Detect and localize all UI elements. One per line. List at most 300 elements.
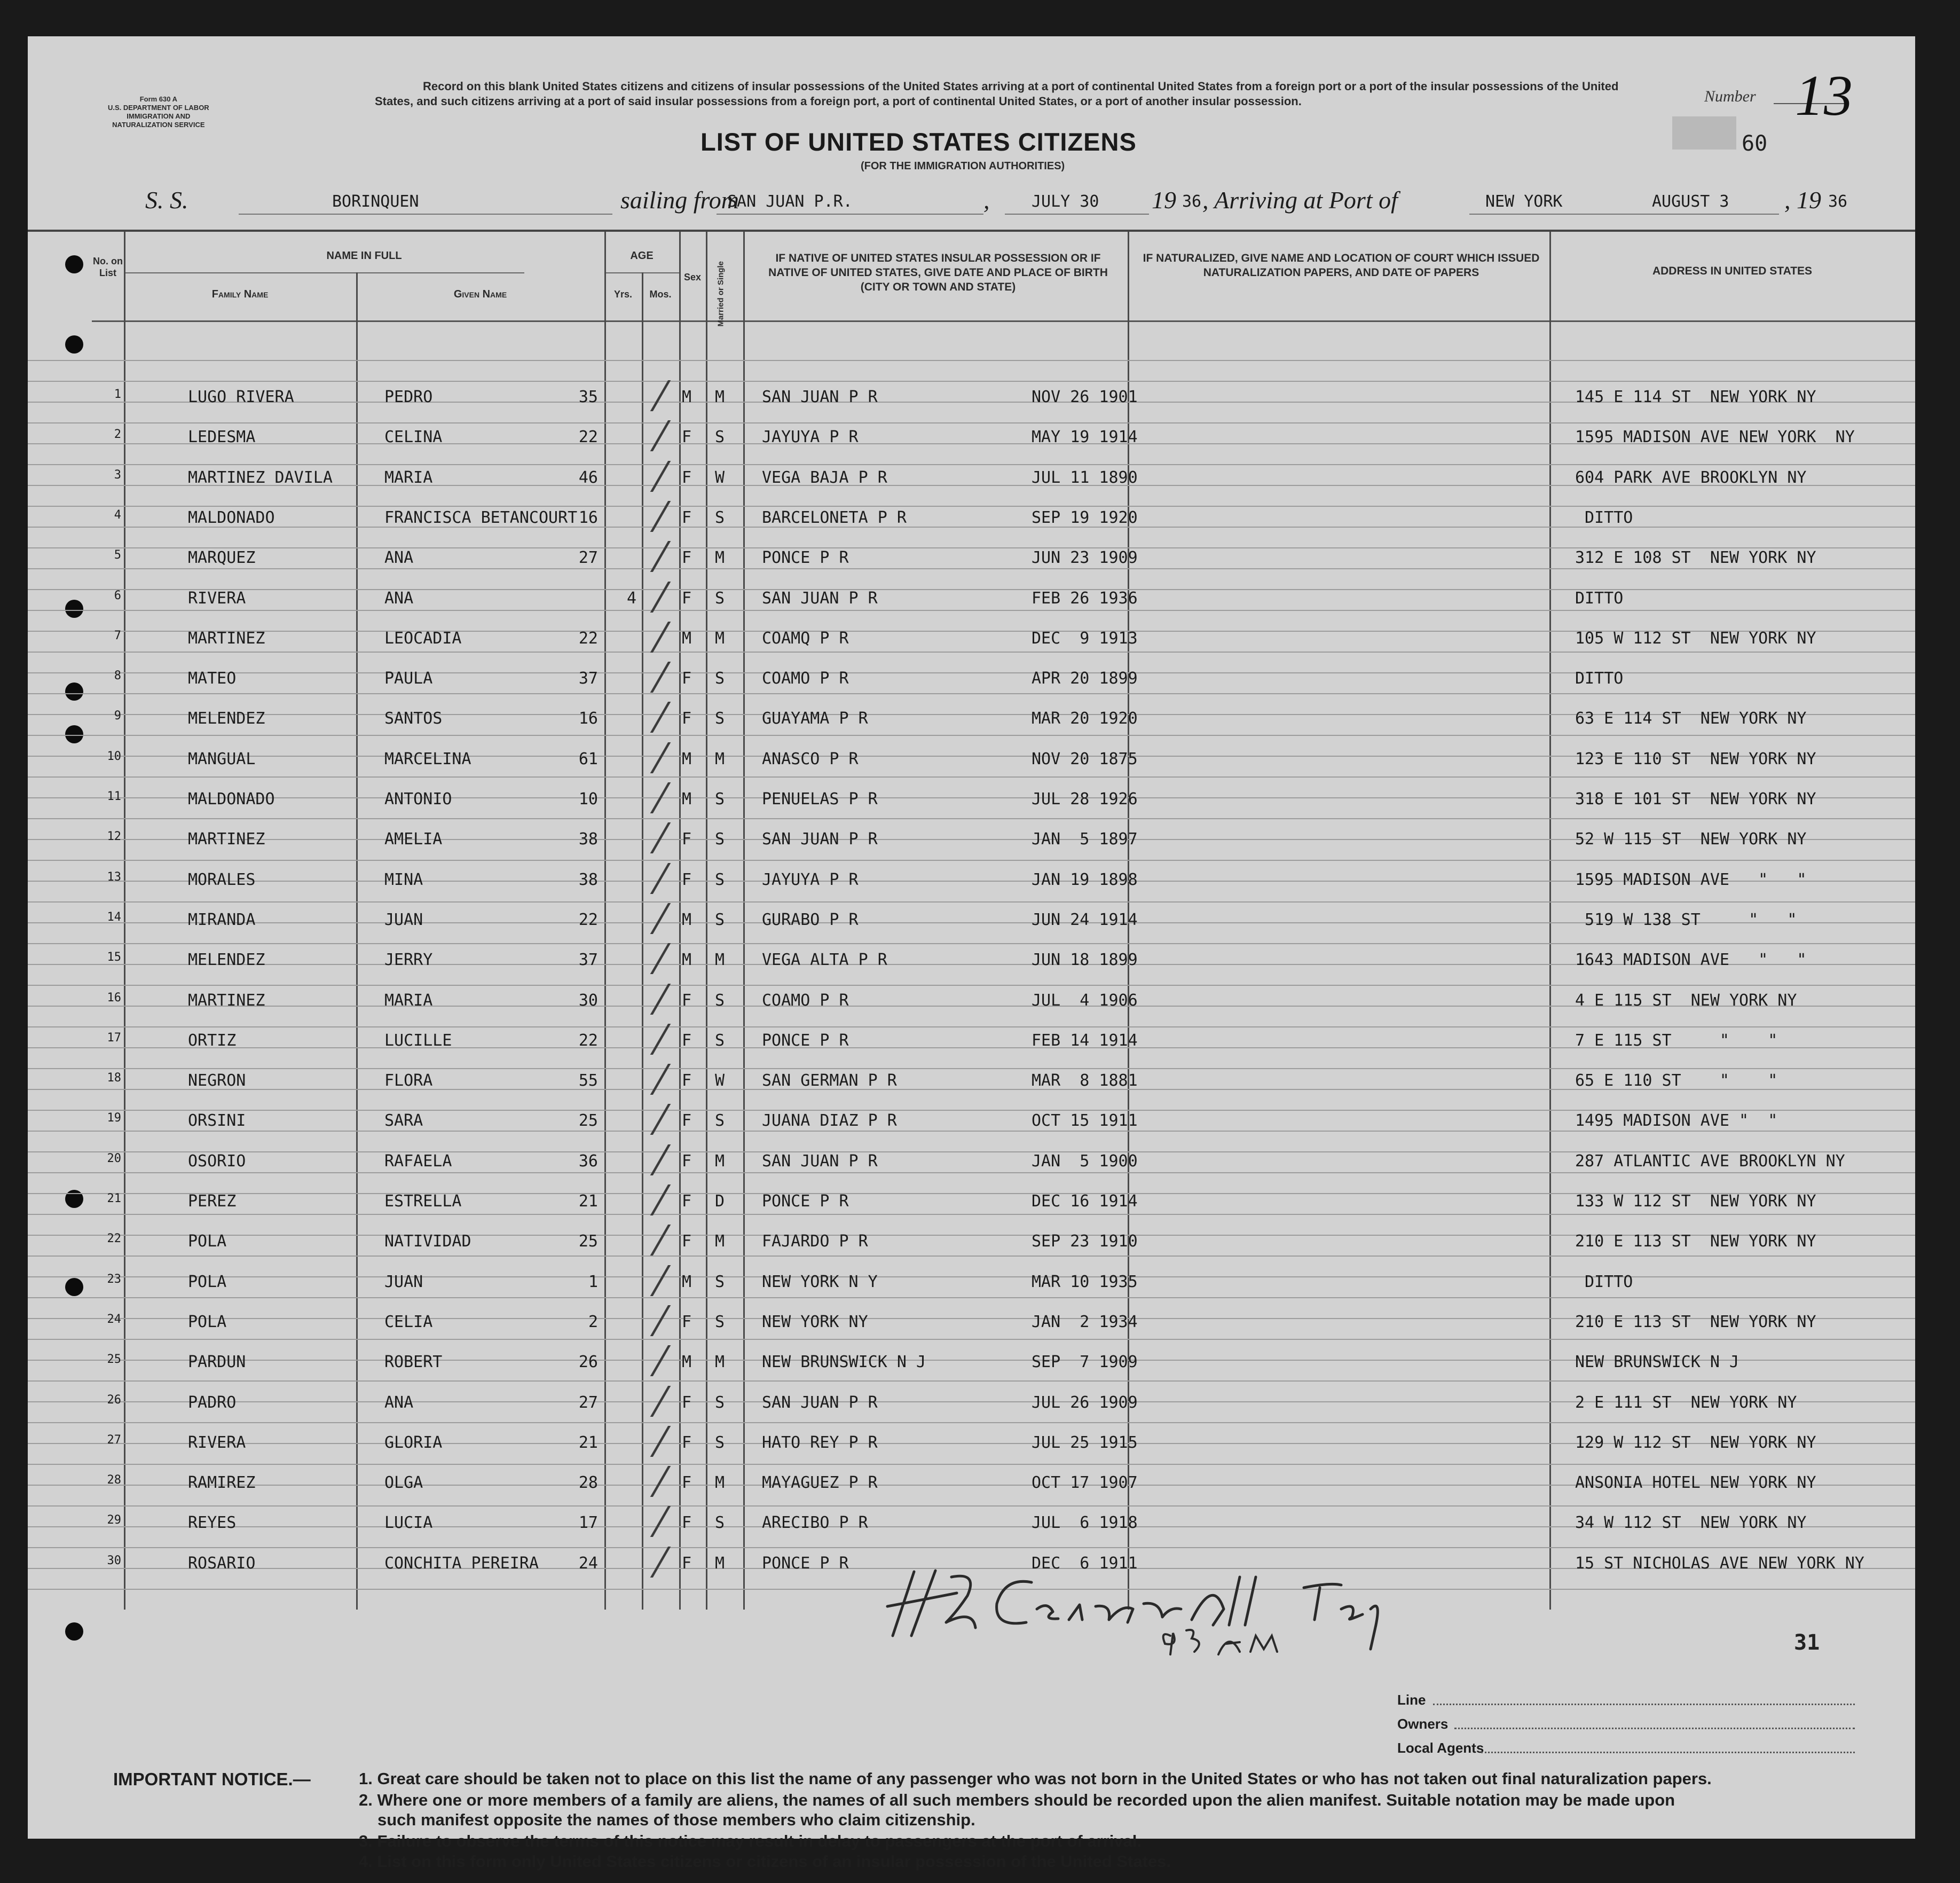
service-line-1: IMMIGRATION AND xyxy=(127,112,191,120)
given-name: FLORA xyxy=(384,1071,433,1090)
birth-place: SAN JUAN P R xyxy=(762,388,878,406)
table-row xyxy=(28,388,1915,426)
arrival-date: AUGUST 3 xyxy=(1652,192,1729,211)
ditto-slash xyxy=(642,1144,679,1175)
ditto-slash xyxy=(642,541,679,572)
table-row xyxy=(28,1111,1915,1150)
table-row xyxy=(28,1232,1915,1270)
family-name: MARQUEZ xyxy=(188,548,256,568)
us-address: DITTO xyxy=(1575,589,1624,608)
given-name: FRANCISCA BETANCOURT xyxy=(384,508,578,527)
given-name: SANTOS xyxy=(384,709,443,728)
row-number: 8 xyxy=(114,669,121,683)
sailing-label: sailing from xyxy=(620,186,739,214)
row-number: 25 xyxy=(107,1353,121,1367)
row-number: 22 xyxy=(107,1232,121,1246)
us-address: 2 E 111 ST NEW YORK NY xyxy=(1575,1393,1797,1412)
owners-label: Owners xyxy=(1397,1716,1449,1732)
family-name: NEGRON xyxy=(188,1071,246,1090)
table-row xyxy=(28,548,1915,587)
table-row xyxy=(28,1071,1915,1110)
birth-place: PONCE P R xyxy=(762,1192,849,1211)
us-address: 1643 MADISON AVE " " xyxy=(1575,951,1807,970)
table-row xyxy=(28,991,1915,1030)
birth-place: SAN GERMAN P R xyxy=(762,1071,897,1090)
birth-date: MAY 19 1914 xyxy=(1032,428,1138,447)
birth-place: NEW YORK NY xyxy=(762,1312,868,1331)
sex: F xyxy=(682,1554,692,1573)
birth-place: SAN JUAN P R xyxy=(762,1393,878,1412)
ditto-slash xyxy=(642,863,679,894)
marital-status: M xyxy=(715,951,725,970)
us-address: 34 W 112 ST NEW YORK NY xyxy=(1575,1513,1807,1533)
marital-status: W xyxy=(715,468,725,487)
given-name: ANTONIO xyxy=(384,790,452,809)
stamp-smudge xyxy=(1672,116,1736,150)
us-address: DITTO xyxy=(1575,508,1633,527)
birth-place: VEGA ALTA P R xyxy=(762,951,887,970)
birth-place: VEGA BAJA P R xyxy=(762,468,887,487)
birth-place: BARCELONETA P R xyxy=(762,508,907,527)
age-years: 26 xyxy=(578,1353,598,1372)
header-married: Married or Single xyxy=(716,261,726,327)
table-row xyxy=(28,1433,1915,1472)
form-number: Form 630 A xyxy=(139,95,178,103)
ditto-slash xyxy=(642,1024,679,1055)
comma: , xyxy=(983,186,990,214)
sex: F xyxy=(682,1473,692,1493)
birth-place: COAMO P R xyxy=(762,669,849,688)
arrival-date-underline xyxy=(1630,214,1779,215)
us-address: 15 ST NICHOLAS AVE NEW YORK NY xyxy=(1575,1554,1864,1573)
birth-place: COAMO P R xyxy=(762,991,849,1010)
birth-place: FAJARDO P R xyxy=(762,1232,868,1251)
us-address: 287 ATLANTIC AVE BROOKLYN NY xyxy=(1575,1151,1845,1171)
family-name: MARTINEZ xyxy=(188,629,265,648)
birth-date: JAN 19 1898 xyxy=(1032,870,1138,889)
row-number: 26 xyxy=(107,1393,121,1407)
ship-underline xyxy=(239,214,612,215)
us-address: 604 PARK AVE BROOKLYN NY xyxy=(1575,468,1807,487)
birth-place: NEW BRUNSWICK N J xyxy=(762,1353,926,1372)
header-naturalized: IF NATURALIZED, GIVE NAME AND LOCATION OF COURT WHICH ISSUED NATURALIZATION PAPERS, AND DATE OF PAPERS xyxy=(1143,252,1540,279)
given-name: JUAN xyxy=(384,1272,423,1291)
age-years: 2 xyxy=(588,1312,598,1331)
ditto-slash xyxy=(642,742,679,773)
sex: F xyxy=(682,1071,692,1090)
birth-place: ANASCO P R xyxy=(762,749,859,768)
age-years: 46 xyxy=(578,468,598,487)
given-name: ANA xyxy=(384,548,414,568)
birth-date: SEP 23 1910 xyxy=(1032,1232,1138,1251)
birth-date: JUL 25 1915 xyxy=(1032,1433,1138,1452)
header-yrs: Yrs. xyxy=(613,289,633,300)
name-divider xyxy=(124,272,524,273)
birth-date: JUL 4 1906 xyxy=(1032,991,1138,1010)
header-name-in-full: NAME IN FULL xyxy=(326,250,402,262)
marital-status: S xyxy=(715,1312,725,1331)
given-name: SARA xyxy=(384,1111,423,1131)
sex: F xyxy=(682,870,692,889)
sex: M xyxy=(682,951,692,970)
birth-date: JAN 5 1900 xyxy=(1032,1151,1138,1171)
birth-place: GUAYAMA P R xyxy=(762,709,868,728)
family-name: POLA xyxy=(188,1232,227,1251)
arrival-year-prefix: , 19 xyxy=(1784,186,1821,214)
row-number: 19 xyxy=(107,1111,121,1125)
table-row xyxy=(28,709,1915,748)
header-mos: Mos. xyxy=(649,289,672,300)
sex: F xyxy=(682,1393,692,1412)
table-header-bottom xyxy=(92,320,1915,322)
age-years: 16 xyxy=(578,508,598,527)
row-number: 28 xyxy=(107,1473,121,1487)
family-name: PADRO xyxy=(188,1393,237,1412)
family-name: MIRANDA xyxy=(188,910,256,929)
marital-status: S xyxy=(715,870,725,889)
given-name: CELIA xyxy=(384,1312,433,1331)
header-age: AGE xyxy=(630,250,654,262)
arrival-year: 36 xyxy=(1828,192,1848,211)
marital-status: M xyxy=(715,1232,725,1251)
header-sex: Sex xyxy=(683,272,702,283)
birth-date: MAR 20 1920 xyxy=(1032,709,1138,728)
sex: F xyxy=(682,1151,692,1171)
punch-hole xyxy=(65,255,83,273)
ditto-slash xyxy=(642,1265,679,1296)
notice-title: IMPORTANT NOTICE.— xyxy=(113,1769,311,1789)
given-name: ANA xyxy=(384,589,414,608)
table-row xyxy=(28,589,1915,627)
given-name: ESTRELLA xyxy=(384,1192,462,1211)
inspector-signature xyxy=(871,1556,1405,1659)
departure-date: JULY 30 xyxy=(1032,192,1099,211)
sex: F xyxy=(682,548,692,568)
header-no: No. on List xyxy=(93,256,123,278)
family-name: PARDUN xyxy=(188,1353,246,1372)
family-name: POLA xyxy=(188,1312,227,1331)
row-number: 30 xyxy=(107,1554,121,1567)
birth-date: MAR 8 1881 xyxy=(1032,1071,1138,1090)
given-name: AMELIA xyxy=(384,830,443,849)
family-name: MORALES xyxy=(188,870,256,889)
sex: F xyxy=(682,1312,692,1331)
marital-status: S xyxy=(715,1031,725,1050)
birth-date: JAN 5 1897 xyxy=(1032,830,1138,849)
ditto-slash xyxy=(642,1386,679,1417)
us-address: 210 E 113 ST NEW YORK NY xyxy=(1575,1312,1816,1331)
age-years: 1 xyxy=(588,1272,598,1291)
row-number: 11 xyxy=(107,790,121,803)
table-row xyxy=(28,951,1915,989)
sex: F xyxy=(682,508,692,527)
family-name: RIVERA xyxy=(188,1433,246,1452)
marital-status: W xyxy=(715,1071,725,1090)
sex: F xyxy=(682,991,692,1010)
header-birth: IF NATIVE OF UNITED STATES INSULAR POSSESSION OR IF NATIVE OF UNITED STATES, GIVE DATE AND PLACE OF BIRTH (CITY OR TOWN AND STATE) xyxy=(768,252,1108,293)
age-years: 37 xyxy=(578,951,598,970)
marital-status: D xyxy=(715,1192,725,1211)
ss-label: S. S. xyxy=(145,186,188,214)
sex: M xyxy=(682,629,692,648)
sex: M xyxy=(682,910,692,929)
given-name: GLORIA xyxy=(384,1433,443,1452)
us-address: 1595 MADISON AVE " " xyxy=(1575,870,1807,889)
table-row xyxy=(28,870,1915,909)
age-years: 22 xyxy=(578,629,598,648)
row-number: 15 xyxy=(107,951,121,964)
sex: F xyxy=(682,830,692,849)
family-name: MELENDEZ xyxy=(188,709,265,728)
given-name: MARIA xyxy=(384,468,433,487)
notice-4: 4. List on this form only United States citizens or citizens of an insular possession of the United States. xyxy=(359,1852,1171,1871)
us-address: 145 E 114 ST NEW YORK NY xyxy=(1575,388,1816,406)
family-name: MARTINEZ xyxy=(188,830,265,849)
us-address: DITTO xyxy=(1575,669,1624,688)
given-name: PEDRO xyxy=(384,388,433,406)
age-years: 10 xyxy=(578,790,598,809)
department: U.S. DEPARTMENT OF LABOR xyxy=(108,104,209,112)
line-field xyxy=(1433,1704,1855,1705)
ditto-slash xyxy=(642,1064,679,1095)
family-name: MATEO xyxy=(188,669,237,688)
age-years: 22 xyxy=(578,1031,598,1050)
age-years: 21 xyxy=(578,1192,598,1211)
marital-status: S xyxy=(715,428,725,447)
manifest-sheet xyxy=(28,36,1915,1871)
marital-status: M xyxy=(715,1554,725,1573)
marital-status: S xyxy=(715,1433,725,1452)
ditto-slash xyxy=(642,1305,679,1336)
row-number: 3 xyxy=(114,468,121,482)
sex: F xyxy=(682,428,692,447)
row-number: 13 xyxy=(107,870,121,884)
ditto-slash xyxy=(642,501,679,532)
row-number: 29 xyxy=(107,1513,121,1527)
marital-status: M xyxy=(715,548,725,568)
age-years: 37 xyxy=(578,669,598,688)
header-given-name: Given Name xyxy=(453,288,507,300)
marital-status: M xyxy=(715,1151,725,1171)
marital-status: S xyxy=(715,669,725,688)
list-number: 13 xyxy=(1795,64,1853,128)
marital-status: S xyxy=(715,1111,725,1131)
row-number: 20 xyxy=(107,1151,121,1165)
notice-2: 2. Where one or more members of a family are aliens, the names of all such members should be recorded upon the alien manifest. Suitable notation may be made upon xyxy=(359,1791,1675,1809)
birth-date: DEC 16 1914 xyxy=(1032,1192,1138,1211)
given-name: MINA xyxy=(384,870,423,889)
birth-date: OCT 17 1907 xyxy=(1032,1473,1138,1493)
agents-field xyxy=(1481,1752,1855,1753)
given-name: OLGA xyxy=(384,1473,423,1493)
age-years: 36 xyxy=(578,1151,598,1171)
marital-status: S xyxy=(715,991,725,1010)
age-years: 24 xyxy=(578,1554,598,1573)
birth-date: DEC 6 1911 xyxy=(1032,1554,1138,1573)
given-name: LUCIA xyxy=(384,1513,433,1533)
us-address: 7 E 115 ST " " xyxy=(1575,1031,1778,1050)
birth-place: JAYUYA P R xyxy=(762,428,859,447)
number-label: Number xyxy=(1704,88,1756,105)
row-number: 17 xyxy=(107,1031,121,1045)
arrival-port: NEW YORK xyxy=(1485,192,1563,211)
family-name: ORTIZ xyxy=(188,1031,237,1050)
sex: F xyxy=(682,709,692,728)
notice-1: 1. Great care should be taken not to place on this list the name of any passenger who was not born in the United States or who has not taken out final naturalization papers. xyxy=(359,1769,1712,1788)
sex: F xyxy=(682,1232,692,1251)
table-row xyxy=(28,750,1915,788)
age-years: 25 xyxy=(578,1232,598,1251)
line-label: Line xyxy=(1397,1692,1426,1708)
stamp-number: 60 xyxy=(1742,131,1768,156)
row-number: 1 xyxy=(114,388,121,401)
family-name: PEREZ xyxy=(188,1192,237,1211)
age-years: 28 xyxy=(578,1473,598,1493)
us-address: 4 E 115 ST NEW YORK NY xyxy=(1575,991,1797,1010)
given-name: CELINA xyxy=(384,428,443,447)
age-years: 17 xyxy=(578,1513,598,1533)
table-row xyxy=(28,1152,1915,1190)
birth-place: SAN JUAN P R xyxy=(762,589,878,608)
table-row xyxy=(28,911,1915,949)
table-row xyxy=(28,830,1915,868)
marital-status: S xyxy=(715,790,725,809)
birth-date: SEP 19 1920 xyxy=(1032,508,1138,527)
header-address: ADDRESS IN UNITED STATES xyxy=(1652,265,1813,277)
birth-place: JAYUYA P R xyxy=(762,870,859,889)
table-row xyxy=(28,1473,1915,1512)
ruled-line xyxy=(28,381,1915,382)
given-name: ANA xyxy=(384,1393,414,1412)
ditto-slash xyxy=(642,1466,679,1497)
departure-port: SAN JUAN P.R. xyxy=(727,192,853,211)
family-name: MARTINEZ xyxy=(188,991,265,1010)
ditto-slash xyxy=(642,702,679,733)
ditto-slash xyxy=(642,582,679,613)
marital-status: M xyxy=(715,749,725,768)
age-months: 4 xyxy=(626,589,636,608)
marital-status: M xyxy=(715,629,725,648)
row-number: 21 xyxy=(107,1192,121,1205)
ruled-line xyxy=(28,360,1915,361)
page-count: 31 xyxy=(1794,1630,1820,1655)
age-years: 16 xyxy=(578,709,598,728)
form-subtitle: (FOR THE IMMIGRATION AUTHORITIES) xyxy=(861,160,1065,172)
sex: F xyxy=(682,1031,692,1050)
ditto-slash xyxy=(642,622,679,653)
family-name: RAMIREZ xyxy=(188,1473,256,1493)
marital-status: S xyxy=(715,1513,725,1533)
birth-place: SAN JUAN P R xyxy=(762,830,878,849)
row-number: 6 xyxy=(114,589,121,602)
sex: F xyxy=(682,468,692,487)
sex: M xyxy=(682,1272,692,1291)
ditto-slash xyxy=(642,1506,679,1537)
family-name: ROSARIO xyxy=(188,1554,256,1573)
row-number: 24 xyxy=(107,1312,121,1326)
service-line-2: NATURALIZATION SERVICE xyxy=(112,121,205,129)
age-years: 25 xyxy=(578,1111,598,1131)
table-row xyxy=(28,1031,1915,1070)
marital-status: S xyxy=(715,910,725,929)
birth-place: JUANA DIAZ P R xyxy=(762,1111,897,1131)
table-row xyxy=(28,790,1915,828)
us-address: 52 W 115 ST NEW YORK NY xyxy=(1575,830,1807,849)
birth-place: PONCE P R xyxy=(762,1554,849,1573)
age-years: 22 xyxy=(578,910,598,929)
birth-place: ARECIBO P R xyxy=(762,1513,868,1533)
birth-date: JUL 11 1890 xyxy=(1032,468,1138,487)
family-name: OSORIO xyxy=(188,1151,246,1171)
family-name: MARTINEZ DAVILA xyxy=(188,468,333,487)
ditto-slash xyxy=(642,1345,679,1376)
ditto-slash xyxy=(642,420,679,451)
birth-date: DEC 9 1913 xyxy=(1032,629,1138,648)
sex: F xyxy=(682,1111,692,1131)
local-agents-label: Local Agents xyxy=(1397,1740,1484,1756)
given-name: PAULA xyxy=(384,669,433,688)
age-years: 21 xyxy=(578,1433,598,1452)
birth-date: JUN 23 1909 xyxy=(1032,548,1138,568)
birth-place: HATO REY P R xyxy=(762,1433,878,1452)
birth-place: PENUELAS P R xyxy=(762,790,878,809)
birth-date: JAN 2 1934 xyxy=(1032,1312,1138,1331)
date-underline xyxy=(1005,214,1149,215)
table-row xyxy=(28,428,1915,466)
table-top-border xyxy=(28,230,1915,232)
family-name: REYES xyxy=(188,1513,237,1533)
row-number: 4 xyxy=(114,508,121,522)
age-years: 55 xyxy=(578,1071,598,1090)
table-row xyxy=(28,1313,1915,1351)
age-years: 27 xyxy=(578,1393,598,1412)
us-address: 1495 MADISON AVE " " xyxy=(1575,1111,1778,1131)
us-address: 312 E 108 ST NEW YORK NY xyxy=(1575,548,1816,568)
us-address: 129 W 112 ST NEW YORK NY xyxy=(1575,1433,1816,1452)
row-number: 10 xyxy=(107,749,121,763)
birth-date: FEB 14 1914 xyxy=(1032,1031,1138,1050)
row-number: 2 xyxy=(114,428,121,442)
us-address: 123 E 110 ST NEW YORK NY xyxy=(1575,749,1816,768)
birth-date: JUN 24 1914 xyxy=(1032,910,1138,929)
us-address: 1595 MADISON AVE NEW YORK NY xyxy=(1575,428,1855,447)
marital-status: M xyxy=(715,388,725,406)
family-name: LEDESMA xyxy=(188,428,256,447)
sex: M xyxy=(682,1353,692,1372)
sex: F xyxy=(682,589,692,608)
form-instructions: Record on this blank United States citizens and citizens of insular possessions of the United States arriving at a port of continental United States from a foreign port or a port of the insular possessions of the United States, and such citizens arriving at a port of said insular possessions from a foreign port, a port of continental United States, or a port of another insular possession. xyxy=(375,80,1619,108)
ditto-slash xyxy=(642,943,679,974)
marital-status: M xyxy=(715,1473,725,1493)
marital-status: S xyxy=(715,830,725,849)
birth-date: NOV 26 1901 xyxy=(1032,388,1138,406)
birth-place: GURABO P R xyxy=(762,910,859,929)
us-address: 133 W 112 ST NEW YORK NY xyxy=(1575,1192,1816,1211)
sex: F xyxy=(682,1513,692,1533)
notice-2-cont: such manifest opposite the names of those members who claim citizenship. xyxy=(377,1810,975,1829)
birth-place: PONCE P R xyxy=(762,548,849,568)
age-years: 27 xyxy=(578,548,598,568)
sex: M xyxy=(682,790,692,809)
ditto-slash xyxy=(642,1184,679,1215)
sex: F xyxy=(682,1433,692,1452)
table-row xyxy=(28,1393,1915,1432)
age-years: 35 xyxy=(578,388,598,406)
departure-year: 36 xyxy=(1182,192,1202,211)
marital-status: S xyxy=(715,508,725,527)
birth-place: MAYAGUEZ P R xyxy=(762,1473,878,1493)
row-number: 16 xyxy=(107,991,121,1005)
